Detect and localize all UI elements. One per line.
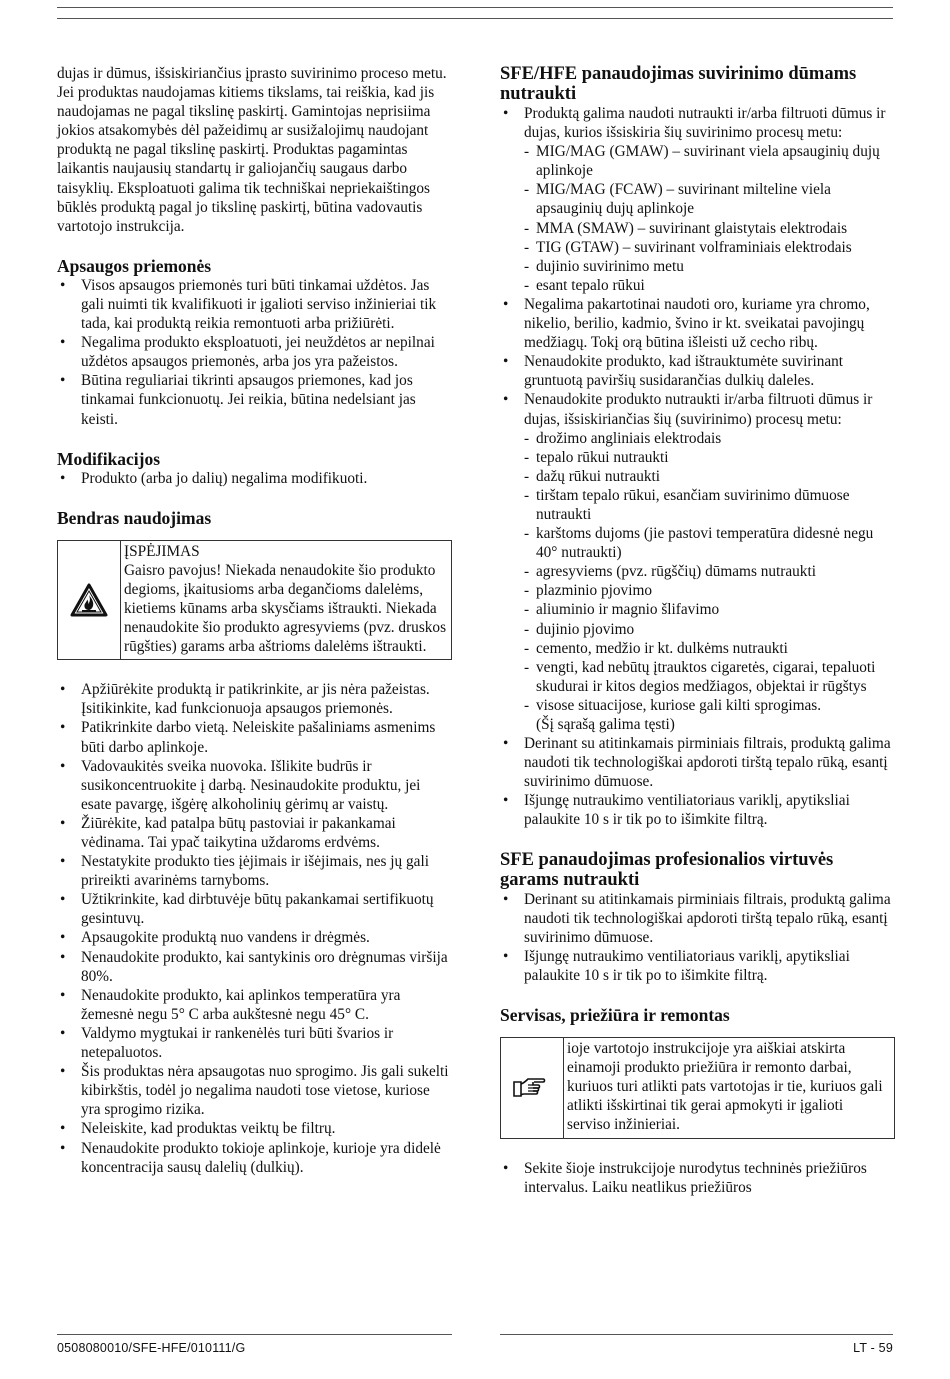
- sub-item: - drožimo angliniais elektrodais: [524, 429, 895, 448]
- page-number: LT - 59: [853, 1341, 893, 1355]
- footer-rule-left: [57, 1334, 452, 1335]
- list-item: • Žiūrėkite, kad patalpa būtų pastoviai ir pakankamai vėdinama. Tai ypač taikytina uždaroms erdvėms.: [57, 814, 452, 852]
- welding-fumes-list: [500, 104, 895, 830]
- sub-item: - MIG/MAG (GMAW) – suvirinant viela apsauginių dujų aplinkoje: [524, 142, 895, 180]
- section-title-general-use: Bendras naudojimas: [57, 507, 212, 528]
- note-box: [500, 1037, 895, 1138]
- right-column: [500, 64, 895, 1197]
- list-item: • Nenaudokite produkto, kai aplinkos temperatūra yra žemesnė negu 5° C arba aukštesnė negu 45° C.: [57, 986, 452, 1024]
- fire-warning-icon: [70, 583, 108, 617]
- list-item: • Būtina reguliariai tikrinti apsaugos priemones, kad jos tinkamai funkcionuotų. Jei reikia, būtina nedelsiant jas keisti.: [57, 371, 452, 428]
- sub-item: - vengti, kad nebūtų įtrauktos cigaretės, cigarai, tepaluoti skudurai ir kitos degios medžiagos, objektai ir rūgštys: [524, 658, 895, 696]
- list-item: • Apžiūrėkite produktą ir patikrinkite, ar jis nėra pažeistas. Įsitikinkite, kad funkcionuoja apsaugos priemonės.: [57, 680, 452, 718]
- sub-item: - karštoms dujoms (jie pastovi temperatūra didesnė negu 40° nutraukti): [524, 524, 895, 562]
- forbidden-processes-list: [524, 429, 895, 715]
- list-continuation-note: (Šį sąrašą galima tęsti): [536, 716, 675, 733]
- protective-measures-list: [57, 276, 452, 429]
- list-item: • Nenaudokite produkto tokioje aplinkoje, kurioje yra didelė koncentracija sausų dalelių (dulkių).: [57, 1139, 452, 1177]
- sub-item: - MIG/MAG (FCAW) – suvirinant milteline viela apsauginių dujų aplinkoje: [524, 180, 895, 218]
- list-item: • Neleiskite, kad produktas veiktų be filtrų.: [57, 1119, 452, 1138]
- note-text: ioje vartotojo instrukcijoje yra aiškiai atskirta einamoji produkto priežiūra ir remonto darbai, kuriuos turi atlikti pats vartotojas ir tie, kuriuos gali atlikti išskirtinai tik gerai apmokyti ir įgalioti serviso inžinieriai.: [567, 1040, 883, 1134]
- allowed-processes-list: [524, 142, 895, 295]
- header-rule-bottom: [57, 18, 893, 19]
- sub-item: - TIG (GTAW) – suvirinant volframiniais elektrodais: [524, 238, 895, 257]
- general-use-list: [57, 680, 452, 1176]
- sub-item: - agresyviems (pvz. rūgščių) dūmams nutraukti: [524, 562, 895, 581]
- intro-paragraph: dujas ir dūmus, išsiskiriančius įprasto suvirinimo proceso metu. Jei produktas naudojamas kitiems tikslams, tai reiškia, kad jis naudojamas ne pagal tikslinę paskirtį. Gamintojas neprisiima jokios atsakomybės dėl pažeidimų ar susižalojimų naudojant produktą ne pagal tikslinę paskirtį. Produktas pagamintas laikantis naujausių standartų ir galiojančių saugaus darbo taisyklių. Eksploatuoti galima tik techniškai nepriekaištingos būklės produktą pagal jo tikslinę paskirtį, būtina vadovautis vartotojo instrukcija.: [57, 65, 447, 235]
- sub-item: - MMA (SMAW) – suvirinant glaistytais elektrodais: [524, 219, 895, 238]
- sub-item: - tirštam tepalo rūkui, esančiam suvirinimo dūmuose nutraukti: [524, 486, 895, 524]
- footer-rule-right: [500, 1334, 893, 1335]
- list-item: • Išjungę nutraukimo ventiliatoriaus variklį, apytiksliai palaukite 10 s ir tik po to išimkite filtrą.: [500, 947, 895, 985]
- list-item: • Derinant su atitinkamais pirminiais filtrais, produktą galima naudoti tik technologiškai apdoroti tirštą tepalo rūką, esantį suvirinimo dūmuose.: [500, 734, 895, 791]
- list-item: • Išjungę nutraukimo ventiliatoriaus variklį, apytiksliai palaukite 10 s ir tik po to išimkite filtrą.: [500, 791, 895, 829]
- list-item: • Produktą galima naudoti nutraukti ir/arba filtruoti dūmus ir dujas, kurios išsiskiria šių suvirinimo procesų metu: - MIG/MAG (GMAW) – suvirinant viela apsauginių dujų aplinkoje - MIG/MAG (FCAW) – suvirinant milteline viela apsauginių dujų aplinkoje - MMA (SMAW) – suvirinant glaistytais elektrodais - TIG (GTAW) – suvirinant volframiniais elektrodais - dujinio suvirinimo metu - esant tepalo rūkui: [500, 104, 895, 295]
- sub-item: - tepalo rūkui nutraukti: [524, 448, 895, 467]
- list-item: • Derinant su atitinkamais pirminiais filtrais, produktą galima naudoti tik technologiškai apdoroti tirštą tepalo rūką, esantį suvirinimo dūmuose.: [500, 890, 895, 947]
- sub-item: - esant tepalo rūkui: [524, 276, 895, 295]
- section-title-service: Servisas, priežiūra ir remontas: [500, 1005, 730, 1026]
- list-item: • Šis produktas nėra apsaugotas nuo sprogimo. Jis gali sukelti kibirkštis, todėl jo negalima naudoti tose vietose, kuriose yra sprogimo rizika.: [57, 1062, 452, 1119]
- list-item: • Nenaudokite produkto, kad ištrauktumėte suvirinant gruntuotą paviršių susidarančias dulkių daleles.: [500, 352, 895, 390]
- sub-item: - plazminio pjovimo: [524, 581, 895, 600]
- sub-item: - cemento, medžio ir kt. dulkėms nutraukti: [524, 639, 895, 658]
- sub-item: - dujinio suvirinimo metu: [524, 257, 895, 276]
- pointing-hand-icon: [512, 1076, 552, 1100]
- list-item: • Negalima produkto eksploatuoti, jei neuždėtos ar nepilnai uždėtos apsaugos priemonės, arba jos yra pažeistos.: [57, 333, 452, 371]
- header-rule-top: [57, 7, 893, 8]
- list-item: • Patikrinkite darbo vietą. Neleiskite pašaliniams asmenims būti darbo aplinkoje.: [57, 718, 452, 756]
- list-item: • Visos apsaugos priemonės turi būti tinkamai uždėtos. Jas gali nuimti tik kvalifikuoti ir įgalioti serviso inžinieriai tik tada, kai produktą reikia remontuoti arba prižiūrėti.: [57, 276, 452, 333]
- list-item: • Produkto (arba jo dalių) negalima modifikuoti.: [57, 469, 452, 488]
- section-title-protective-measures: Apsaugos priemonės: [57, 255, 212, 276]
- list-item: • Negalima pakartotinai naudoti oro, kuriame yra chromo, nikelio, berilio, kadmio, švino ir kt. sveikatai pavojingų medžiagų. Tokį orą būtina išleisti už cecho ribų.: [500, 295, 895, 352]
- list-item: • Valdymo mygtukai ir rankenėlės turi būti švarios ir netepaluotos.: [57, 1024, 452, 1062]
- list-item: • Nestatykite produkto ties įėjimais ir išėjimais, nes jų gali prireikti avarinėms tarnyboms.: [57, 852, 452, 890]
- sub-item: - visose situacijose, kuriose gali kilti sprogimas.: [524, 696, 895, 715]
- list-item: • Apsaugokite produktą nuo vandens ir drėgmės.: [57, 928, 452, 947]
- kitchen-vapours-list: [500, 890, 895, 985]
- sub-item: - dujinio pjovimo: [524, 620, 895, 639]
- warning-title: ĮSPĖJIMAS: [124, 542, 200, 560]
- list-item: • Nenaudokite produkto, kai santykinis oro drėgnumas viršija 80%.: [57, 948, 452, 986]
- section-title-kitchen-vapours: SFE panaudojimas profesionalios virtuvės garams nutraukti: [500, 849, 834, 890]
- warning-text: Gaisro pavojus! Niekada nenaudokite šio produkto degioms, įkaitusioms arba degančioms dalelėms, kietiems kūnams arba skysčiams ištraukti. Niekada nenaudokite šio produkto agresyviems (pvz. druskos rūgšties) garams arba aštrioms dalelėms ištraukti.: [124, 561, 447, 656]
- modifications-list: [57, 469, 452, 488]
- left-column: [57, 64, 452, 1177]
- sub-item: - aliuminio ir magnio šlifavimo: [524, 600, 895, 619]
- section-title-modifications: Modifikacijos: [57, 448, 161, 469]
- section-title-welding-fumes: SFE/HFE panaudojimas suvirinimo dūmams nutraukti: [500, 64, 857, 104]
- sub-item: - dažų rūkui nutraukti: [524, 467, 895, 486]
- list-item: • Vadovaukitės sveika nuovoka. Išlikite budrūs ir susikoncentruokite į darbą. Nesinaudokite produktu, jei esate pavargę, išgėrę alkoholinių gėrimų ar vaistų.: [57, 757, 452, 814]
- service-list: [500, 1159, 895, 1197]
- list-item: • Nenaudokite produkto nutraukti ir/arba filtruoti dūmus ir dujas, išsiskiriančias šių (suvirinimo) procesų metu: - drožimo angliniais elektrodais - tepalo rūkui nutraukti - dažų rūkui nutraukti - tirštam tepalo rūkui, esančiam suvirinimo dūmuose nutraukti - karštoms dujoms (jie pastovi temperatūra didesnė negu 40° nutraukti) - agresyviems (pvz. rūgščių) dūmams nutraukti - plazminio pjovimo - aliuminio ir magnio šlifavimo - dujinio pjovimo - cemento, medžio ir kt. dulkėms nutraukti - vengti, kad nebūtų įtrauktos cigaretės, cigarai, tepaluoti skudurai ir kitos degios medžiagos, objektai ir rūgštys - visose situacijose, kuriose gali kilti sprogimas. (Šį sąrašą galima tęsti): [500, 390, 895, 734]
- list-item: • Užtikrinkite, kad dirbtuvėje būtų pakankamai sertifikuotų gesintuvų.: [57, 890, 452, 928]
- document-code: 0508080010/SFE-HFE/010111/G: [57, 1341, 246, 1355]
- warning-box: [57, 540, 452, 661]
- list-item: • Sekite šioje instrukcijoje nurodytus techninės priežiūros intervalus. Laiku neatlikus priežiūros: [500, 1159, 895, 1197]
